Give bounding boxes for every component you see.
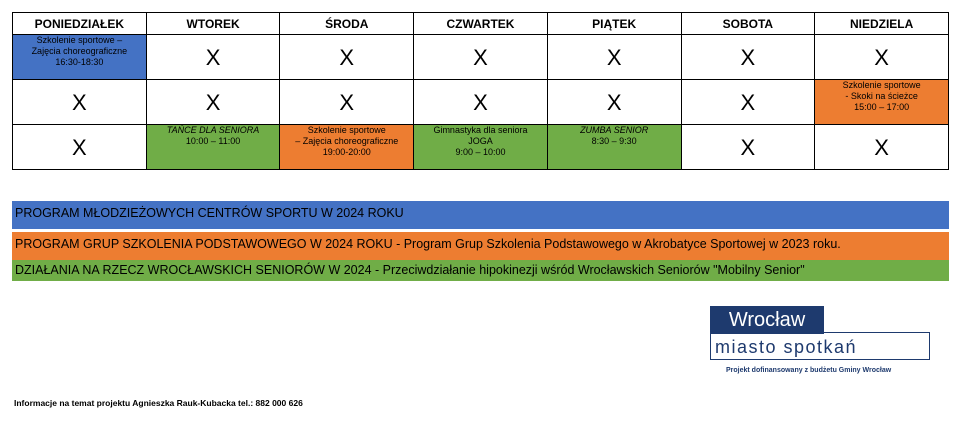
day-header-monday: PONIEDZIAŁEK [13,13,147,35]
activity-cell [815,80,949,125]
no-activity-cell [815,125,949,170]
legend-band-orange: PROGRAM GRUP SZKOLENIA PODSTAWOWEGO W 2024 ROKU - Program Grup Szkolenia Podstawowego w Akrobatyce Sportowej w 2023 roku. [12,232,949,260]
activity-line: - Skoki na ścieżce [845,91,918,101]
day-header-sunday: NIEDZIELA [815,13,949,35]
activity-cell [547,125,681,170]
no-activity-cell [280,80,414,125]
activity-line: Szkolenie sportowe – [36,35,123,45]
activity-line: ZUMBA SENIOR [580,125,649,135]
activity-line: 16:30-18:30 [55,57,104,67]
x-mark: X [72,89,87,115]
activity-cell [13,35,147,80]
contact-info: Informacje na temat projektu Agnieszka Rauk-Kubacka tel.: 882 000 626 [14,398,303,408]
activity-cell [280,125,414,170]
weekly-schedule-table [12,12,949,170]
x-mark: X [72,134,87,160]
x-mark: X [339,44,355,70]
wroclaw-logo [710,306,932,362]
x-mark: X [473,44,488,70]
activity-cell [146,125,280,170]
x-mark: X [205,44,221,70]
no-activity-cell [13,125,147,170]
activity-line: JOGA [468,136,493,146]
x-mark: X [874,134,889,160]
legend-band-green: DZIAŁANIA NA RZECZ WROCŁAWSKICH SENIORÓW W 2024 - Przeciwdziałanie hipokinezji wśród Wrocławskich Seniorów "Mobilny Senior" [12,260,949,281]
x-mark: X [205,89,221,115]
legend-band-blue: PROGRAM MŁODZIEŻOWYCH CENTRÓW SPORTU W 2024 ROKU [12,201,949,229]
logo-wroclaw-text: Wrocław [710,306,824,334]
x-mark: X [473,89,488,115]
day-header-friday: PIĄTEK [547,13,681,35]
day-header-thursday: CZWARTEK [414,13,548,35]
no-activity-cell [547,35,681,80]
schedule-body [13,35,949,170]
x-mark: X [740,44,756,70]
no-activity-cell [681,35,815,80]
activity-cell [414,125,548,170]
no-activity-cell [146,35,280,80]
activity-line: Gimnastyka dla seniora [433,125,528,135]
no-activity-cell [146,80,280,125]
activity-line: Zajęcia choreograficzne [31,46,128,56]
no-activity-cell [414,35,548,80]
no-activity-cell [815,35,949,80]
no-activity-cell [13,80,147,125]
activity-line: 15:00 – 17:00 [854,102,910,112]
activity-line: Szkolenie sportowe [842,80,921,90]
day-header-saturday: SOBOTA [681,13,815,35]
no-activity-cell [681,80,815,125]
activity-line: – Zajęcia choreograficzne [295,136,399,146]
x-mark: X [606,44,622,70]
schedule-row [13,125,949,170]
day-header-tuesday: WTOREK [146,13,280,35]
x-mark: X [740,134,756,160]
no-activity-cell [681,125,815,170]
no-activity-cell [547,80,681,125]
activity-line: 8:30 – 9:30 [591,136,637,146]
logo-tagline-text: miasto spotkań [710,332,930,360]
no-activity-cell [414,80,548,125]
x-mark: X [874,44,889,70]
activity-line: 19:00-20:00 [322,147,371,157]
day-header-row [13,13,949,35]
activity-line: Szkolenie sportowe [307,125,386,135]
day-header-wednesday: ŚRODA [280,13,414,35]
schedule-row [13,35,949,80]
no-activity-cell [280,35,414,80]
activity-line: 9:00 – 10:00 [455,147,506,157]
x-mark: X [339,89,355,115]
activity-line: 10:00 – 11:00 [185,136,241,146]
activity-line: TAŃCE DLA SENIORA [166,125,260,135]
x-mark: X [606,89,622,115]
funding-note: Projekt dofinansowany z budżetu Gminy Wrocław [726,367,892,374]
x-mark: X [740,89,756,115]
schedule-row [13,80,949,125]
